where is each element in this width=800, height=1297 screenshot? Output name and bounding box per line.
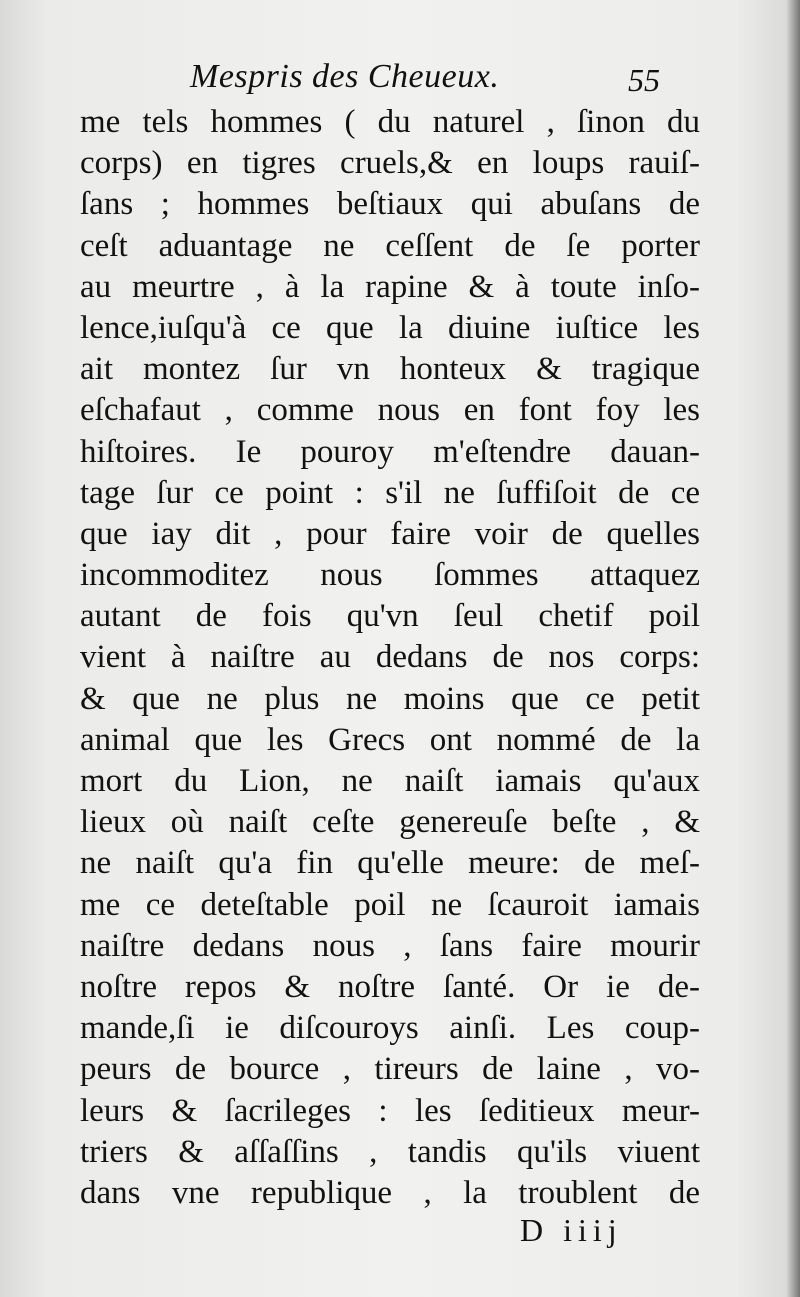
text-line: leurs & ſacrileges : les ſeditieux meur-: [80, 1092, 700, 1129]
text-line: vient à naiſtre au dedans de nos corps:: [80, 639, 700, 676]
text-line: mort du Lion, ne naiſt iamais qu'aux: [80, 763, 700, 799]
text-line: animal que les Grecs ont nommé de la: [80, 721, 700, 758]
page-number: 55: [628, 62, 660, 98]
text-line: mande,ſi ie diſcouroys ainſi. Les coup-: [80, 1010, 700, 1047]
body-text: [80, 102, 700, 1214]
text-line: me ce deteſtable poil ne ſcauroit iamais: [80, 886, 700, 923]
running-title: Mespris des Cheueux.: [190, 58, 500, 95]
text-line: naiſtre dedans nous , ſans faire mourir: [80, 927, 700, 964]
text-line: noſtre repos & noſtre ſanté. Or ie de-: [80, 968, 700, 1005]
text-line: hiſtoires. Ie pouroy m'eſtendre dauan-: [80, 433, 700, 470]
text-line: au meurtre , à la rapine & à toute inſo-: [80, 268, 700, 305]
text-line: ſans ; hommes beſtiaux qui abuſans de: [80, 186, 700, 223]
text-line: eſchafaut , comme nous en font foy les: [80, 392, 700, 429]
text-line: triers & aſſaſſins , tandis qu'ils viuent: [80, 1133, 700, 1170]
text-line: lieux où naiſt ceſte genereuſe beſte , &: [80, 804, 700, 841]
text-line: peurs de bource , tireurs de laine , vo-: [80, 1051, 700, 1088]
text-line: me tels hommes ( du naturel , ſinon du: [80, 104, 700, 140]
text-line: corps) en tigres cruels,& en loups rauiſ-: [80, 145, 700, 182]
text-line: que iay dit , pour faire voir de quelles: [80, 515, 700, 552]
text-line: dans vne republique , la troublent de: [80, 1174, 700, 1211]
text-line: ceſt aduantage ne ceſſent de ſe porter: [80, 227, 700, 264]
page-edge-shadow: [786, 0, 800, 1297]
text-line: lence,iuſqu'à ce que la diuine iuſtice les: [80, 309, 700, 346]
text-line: & que ne plus ne moins que ce petit: [80, 680, 700, 717]
text-line: autant de fois qu'vn ſeul chetif poil: [80, 598, 700, 635]
signature-mark: D iiij: [520, 1212, 623, 1248]
text-line: ait montez ſur vn honteux & tragique: [80, 351, 700, 388]
text-line: ne naiſt qu'a fin qu'elle meure: de meſ-: [80, 845, 700, 882]
page-header: [190, 58, 690, 108]
text-line: tage ſur ce point : s'il ne ſuffiſoit de ce: [80, 474, 700, 511]
text-line: incommoditez nous ſommes attaquez: [80, 557, 700, 594]
